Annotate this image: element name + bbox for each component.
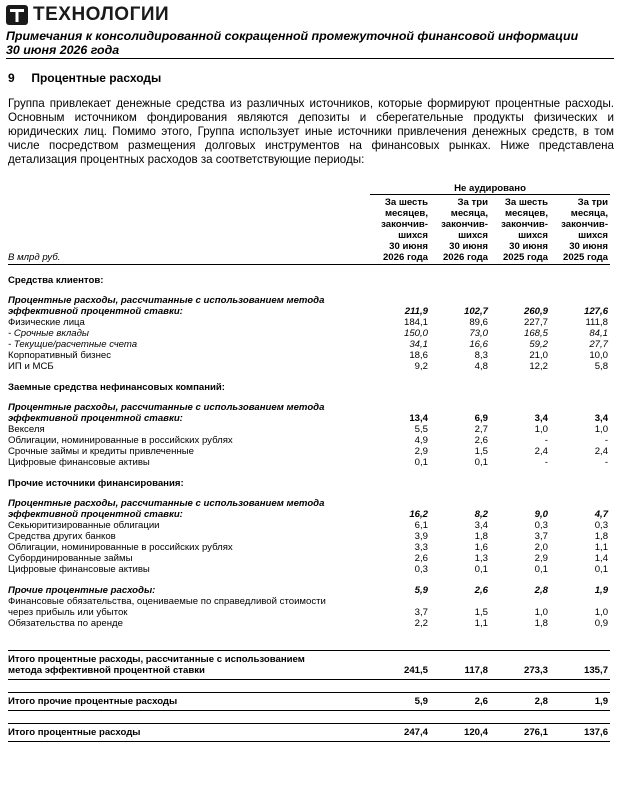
column-header-line: За шесть <box>504 197 548 208</box>
value-cell: 1,0 <box>534 607 548 618</box>
value-cell: 1,1 <box>594 542 609 553</box>
table-row <box>8 520 610 531</box>
value-cell: 168,5 <box>523 328 548 339</box>
value-cell: 9,0 <box>534 509 548 520</box>
header-line-1: Примечания к консолидированной сокращенной промежуточной финансовой информации <box>6 29 579 43</box>
row-label: Цифровые финансовые активы <box>8 564 150 575</box>
row-label: Облигации, номинированные в российских рублях <box>8 542 233 553</box>
value-cell: 2,4 <box>594 446 609 457</box>
value-cell: 3,4 <box>474 520 488 531</box>
value-cell: - <box>544 435 548 446</box>
column-header-line: 2025 года <box>502 252 548 263</box>
fv-label-cont: через прибыль или убыток <box>8 607 128 618</box>
column-header-line: 30 июня <box>389 241 428 252</box>
value-cell: 1,8 <box>594 531 609 542</box>
eir-label: Процентные расходы, рассчитанные с использованием метода <box>8 498 325 509</box>
value-cell: 1,9 <box>550 693 610 711</box>
value-cell: 2,8 <box>490 693 550 711</box>
row-label: - Текущие/расчетные счета <box>8 339 138 350</box>
column-header-line: 2025 года <box>562 252 609 263</box>
column-header-line: закончив- <box>501 219 548 230</box>
value-cell: 120,4 <box>430 724 490 742</box>
value-cell: 0,1 <box>474 457 488 468</box>
value-cell: 102,7 <box>463 306 488 317</box>
value-cell: 2,4 <box>534 446 548 457</box>
value-cell: 1,9 <box>594 585 609 596</box>
grand-total-row <box>8 724 610 742</box>
table-row <box>8 424 610 435</box>
value-cell: 1,8 <box>474 531 488 542</box>
section-heading-row <box>8 372 610 393</box>
value-cell: 0,1 <box>414 457 428 468</box>
value-cell: 12,2 <box>529 361 548 372</box>
header-divider <box>6 58 614 59</box>
row-label: Секьюритизированные облигации <box>8 520 160 531</box>
total-eir-label-line2: метода эффективной процентной ставки <box>8 665 205 676</box>
value-cell: 127,6 <box>584 306 609 317</box>
value-cell: 3,4 <box>534 413 548 424</box>
table-row <box>8 553 610 564</box>
section-title <box>8 71 161 85</box>
column-header-line: 2026 года <box>382 252 428 263</box>
column-header-line: За три <box>577 197 609 208</box>
value-cell: 0,1 <box>594 564 609 575</box>
section-heading-row <box>8 468 610 489</box>
total-other-label: Итого прочие процентные расходы <box>8 693 370 711</box>
value-cell: 4,9 <box>414 435 428 446</box>
value-cell: 89,6 <box>469 317 488 328</box>
column-header-line: 2026 года <box>442 252 488 263</box>
company-logo <box>6 4 169 26</box>
row-label: Срочные займы и кредиты привлеченные <box>8 446 194 457</box>
fv-label-row <box>8 596 610 607</box>
column-header-line: шихся <box>398 230 428 241</box>
column-header <box>430 195 490 265</box>
table-row <box>8 361 610 372</box>
eir-label: Процентные расходы, рассчитанные с использованием метода <box>8 295 325 306</box>
value-cell: 5,9 <box>414 585 428 596</box>
total-eir-label-line1: Итого процентные расходы, рассчитанные с использованием <box>8 654 305 665</box>
value-cell: 0,3 <box>414 564 428 575</box>
eir-label-row <box>8 393 610 413</box>
column-header-line: За три <box>457 197 488 208</box>
column-header <box>490 195 550 265</box>
table-row <box>8 542 610 553</box>
value-cell: 8,3 <box>474 350 488 361</box>
eir-subtotal-row <box>8 509 610 520</box>
value-cell: 3,7 <box>414 607 428 618</box>
row-label: Средства других банков <box>8 531 116 542</box>
value-cell: 273,3 <box>490 651 550 680</box>
value-cell: 211,9 <box>404 306 428 317</box>
column-header-line: месяца, <box>570 208 609 219</box>
value-cell: 84,1 <box>589 328 609 339</box>
eir-subtotal-row <box>8 413 610 424</box>
table-row <box>8 531 610 542</box>
column-header-line: месяцев, <box>384 208 428 219</box>
column-header-line: закончив- <box>561 219 609 230</box>
value-cell: 2,7 <box>474 424 488 435</box>
value-cell: 1,5 <box>474 607 488 618</box>
header-line-2: 30 июня 2026 года <box>6 42 120 57</box>
audit-header-row <box>8 183 610 195</box>
value-cell: - <box>604 435 609 446</box>
value-cell: 2,9 <box>534 553 548 564</box>
value-cell: 3,4 <box>594 413 609 424</box>
column-header-line: закончив- <box>441 219 488 230</box>
value-cell: 0,3 <box>594 520 609 531</box>
eir-label-cont: эффективной процентной ставки: <box>8 306 183 317</box>
total-eir-row <box>8 651 610 680</box>
table-row <box>8 339 610 350</box>
value-cell: 2,2 <box>414 618 428 629</box>
eir-label-cont: эффективной процентной ставки: <box>8 509 183 520</box>
value-cell: 2,6 <box>474 435 488 446</box>
value-cell: 3,9 <box>414 531 428 542</box>
intro-paragraph: Группа привлекает денежные средства из различных источников, которые формируют процентные расходы. Основным источником фондирования являются депозиты и сберегательные продукты физических и юридических лиц. Помимо этого, Группа использует иные источники привлечения денежных средств, в том числе посредством размещения долговых инструментов на финансовых рынках. Ниже представлена детализация процентных расходов за соответствующие периоды: <box>8 97 614 166</box>
value-cell: 4,8 <box>474 361 488 372</box>
row-label: Векселя <box>8 424 45 435</box>
value-cell: - <box>544 457 548 468</box>
value-cell: 2,8 <box>534 585 548 596</box>
value-cell: 2,6 <box>430 693 490 711</box>
eir-label: Процентные расходы, рассчитанные с использованием метода <box>8 402 325 413</box>
total-eir-label <box>8 651 370 680</box>
value-cell: 13,4 <box>409 413 428 424</box>
value-cell: 1,6 <box>474 542 488 553</box>
value-cell: 1,1 <box>474 618 488 629</box>
audit-label: Не аудировано <box>370 183 610 195</box>
value-cell: 1,3 <box>474 553 488 564</box>
value-cell: 1,5 <box>474 446 488 457</box>
value-cell: 1,4 <box>594 553 609 564</box>
value-cell: 16,6 <box>469 339 488 350</box>
other-expenses-heading-row <box>8 575 610 596</box>
column-header-row <box>8 195 610 265</box>
row-label: Субординированные займы <box>8 553 133 564</box>
value-cell: 137,6 <box>550 724 610 742</box>
column-header-line: 30 июня <box>449 241 488 252</box>
table-row <box>8 446 610 457</box>
eir-label-row <box>8 489 610 509</box>
value-cell: 2,6 <box>414 553 428 564</box>
value-cell: - <box>604 457 609 468</box>
value-cell: 73,0 <box>469 328 488 339</box>
column-header-line: закончив- <box>381 219 428 230</box>
column-header-line: За шесть <box>384 197 428 208</box>
row-label: Цифровые финансовые активы <box>8 457 150 468</box>
value-cell: 260,9 <box>523 306 548 317</box>
lease-label: Обязательства по аренде <box>8 618 123 629</box>
value-cell: 3,7 <box>534 531 548 542</box>
grand-total-label: Итого процентные расходы <box>8 724 370 742</box>
fv-values-row <box>8 607 610 618</box>
value-cell: 21,0 <box>529 350 548 361</box>
column-header <box>550 195 610 265</box>
value-cell: 0,1 <box>534 564 548 575</box>
fv-label: Финансовые обязательства, оцениваемые по справедливой стоимости <box>8 596 326 607</box>
value-cell: 5,9 <box>370 693 430 711</box>
value-cell: 1,0 <box>534 424 548 435</box>
value-cell: 2,0 <box>534 542 548 553</box>
table-row <box>8 457 610 468</box>
value-cell: 59,2 <box>529 339 548 350</box>
table-row <box>8 317 610 328</box>
eir-label-row <box>8 286 610 306</box>
column-header-line: месяцев, <box>504 208 548 219</box>
value-cell: 0,3 <box>534 520 548 531</box>
value-cell: 27,7 <box>589 339 609 350</box>
value-cell: 16,2 <box>409 509 428 520</box>
section-heading: Заемные средства нефинансовых компаний: <box>8 382 225 393</box>
document-header <box>6 30 606 57</box>
value-cell: 34,1 <box>409 339 428 350</box>
table-row <box>8 328 610 339</box>
value-cell: 5,5 <box>414 424 428 435</box>
column-header-line: месяца, <box>450 208 488 219</box>
eir-subtotal-row <box>8 306 610 317</box>
row-label: - Срочные вклады <box>8 328 89 339</box>
value-cell: 4,7 <box>594 509 609 520</box>
table-row <box>8 350 610 361</box>
section-heading: Прочие источники финансирования: <box>8 478 184 489</box>
unit-label: В млрд руб. <box>8 195 370 265</box>
value-cell: 0,9 <box>594 618 609 629</box>
section-number: 9 <box>8 71 15 85</box>
total-other-row <box>8 693 610 711</box>
column-header-line: шихся <box>578 230 609 241</box>
value-cell: 5,8 <box>594 361 609 372</box>
value-cell: 1,0 <box>594 424 609 435</box>
table-row <box>8 564 610 575</box>
value-cell: 241,5 <box>370 651 430 680</box>
section-heading: Средства клиентов: <box>8 275 104 286</box>
lease-row <box>8 618 610 629</box>
value-cell: 8,2 <box>474 509 488 520</box>
section-title-text: Процентные расходы <box>31 71 162 85</box>
value-cell: 111,8 <box>585 317 609 328</box>
column-header-line: 30 июня <box>569 241 609 252</box>
eir-label-cont: эффективной процентной ставки: <box>8 413 183 424</box>
value-cell: 2,6 <box>474 585 488 596</box>
logo-text: ТЕХНОЛОГИИ <box>33 4 170 25</box>
row-label: Корпоративный бизнес <box>8 350 112 361</box>
column-header-line: шихся <box>518 230 548 241</box>
value-cell: 1,0 <box>594 607 609 618</box>
value-cell: 1,8 <box>534 618 548 629</box>
value-cell: 247,4 <box>370 724 430 742</box>
interest-expense-table <box>8 183 610 742</box>
section-heading-row <box>8 265 610 287</box>
table-row <box>8 435 610 446</box>
value-cell: 227,7 <box>523 317 548 328</box>
value-cell: 150,0 <box>403 328 428 339</box>
value-cell: 135,7 <box>550 651 610 680</box>
section-heading: Прочие процентные расходы: <box>8 585 156 596</box>
value-cell: 6,1 <box>414 520 428 531</box>
row-label: Облигации, номинированные в российских рублях <box>8 435 233 446</box>
value-cell: 3,3 <box>414 542 428 553</box>
value-cell: 184,1 <box>403 317 428 328</box>
value-cell: 276,1 <box>490 724 550 742</box>
column-header <box>370 195 430 265</box>
value-cell: 10,0 <box>589 350 609 361</box>
value-cell: 9,2 <box>414 361 428 372</box>
value-cell: 18,6 <box>409 350 428 361</box>
value-cell: 117,8 <box>430 651 490 680</box>
column-header-line: 30 июня <box>509 241 548 252</box>
column-header-line: шихся <box>458 230 488 241</box>
value-cell: 0,1 <box>474 564 488 575</box>
row-label: Физические лица <box>8 317 85 328</box>
t-letter-icon <box>6 5 28 25</box>
value-cell: 6,9 <box>474 413 488 424</box>
value-cell: 2,9 <box>414 446 428 457</box>
row-label: ИП и МСБ <box>8 361 54 372</box>
